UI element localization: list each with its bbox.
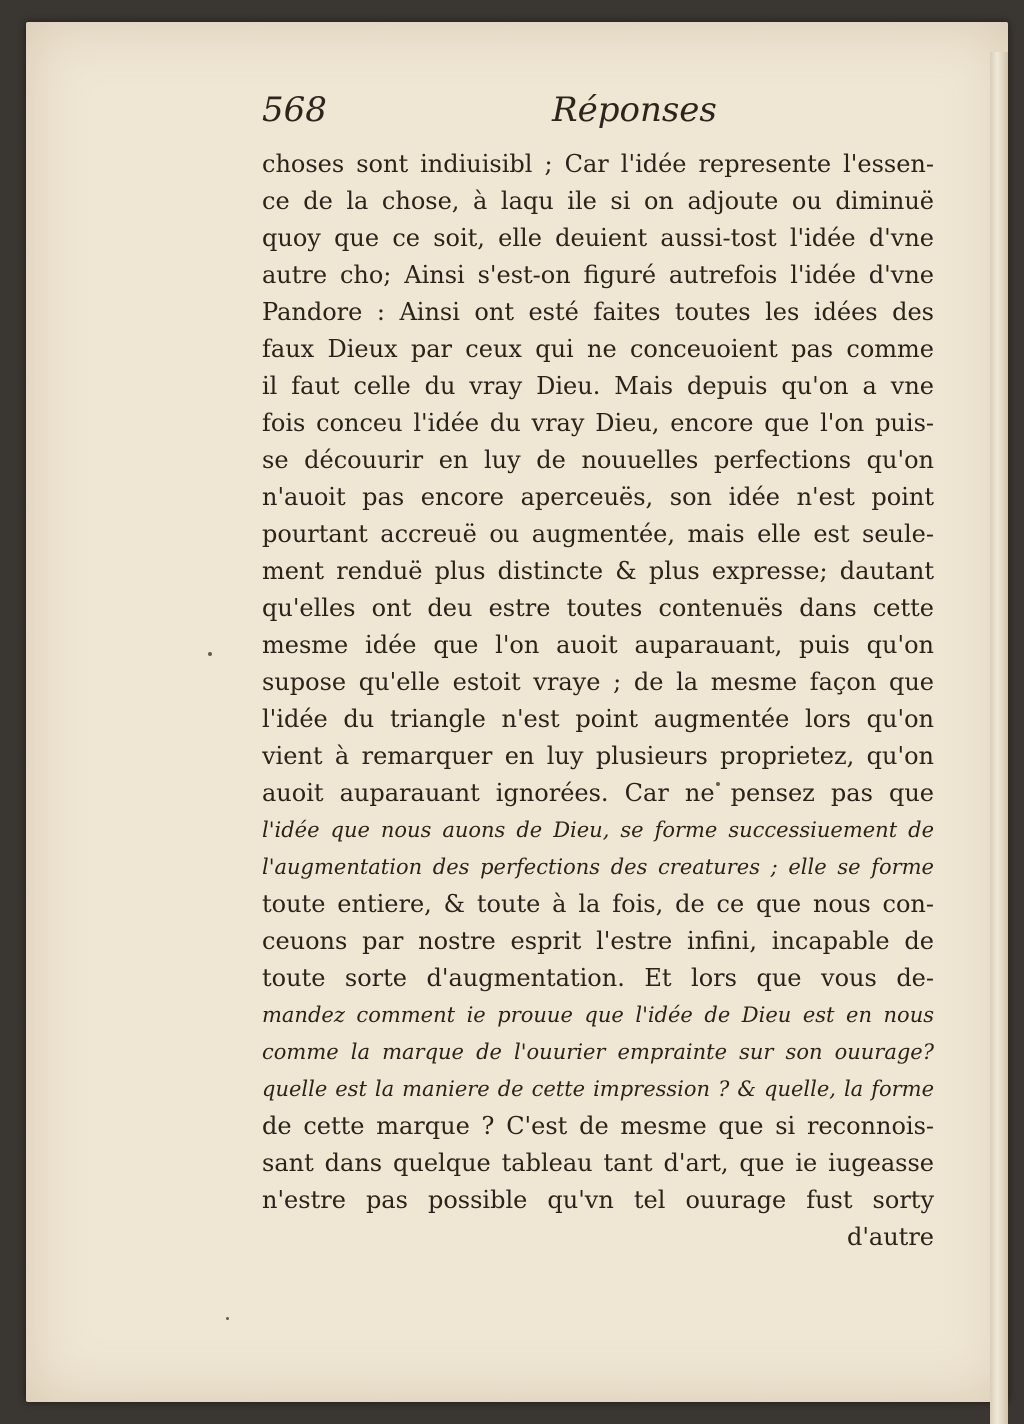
text-line: toute entiere, & toute à la fois, de ce que nous con- <box>262 890 934 918</box>
text-line: il faut celle du vray Dieu. Mais depuis qu'on a vne <box>262 372 934 400</box>
page-edge <box>990 52 1008 1424</box>
text-line: supose qu'elle estoit vraye ; de la mesme façon que <box>262 668 934 696</box>
text-line: fois conceu l'idée du vray Dieu, encore que l'on puis- <box>262 409 934 437</box>
text-line: n'estre pas possible qu'vn tel ouurage fust sorty <box>262 1186 934 1214</box>
text-line: de cette marque ? C'est de mesme que si reconnois- <box>262 1112 934 1140</box>
body-text <box>262 146 934 1256</box>
italic-text-line: quelle est la maniere de cette impression ? & quelle, la forme <box>262 1077 934 1101</box>
text-line: qu'elles ont deu estre toutes contenuës dans cette <box>262 594 934 622</box>
text-line: autre cho; Ainsi s'est-on figuré autrefois l'idée d'vne <box>262 261 934 289</box>
text-line: ment renduë plus distincte & plus expresse; dautant <box>262 557 934 585</box>
text-line: l'idée du triangle n'est point augmentée lors qu'on <box>262 705 934 733</box>
text-line: sant dans quelque tableau tant d'art, que ie iugeasse <box>262 1149 934 1177</box>
text-line: choses sont indiuisibl ; Car l'idée represente l'essen- <box>262 150 934 178</box>
text-line: ceuons par nostre esprit l'estre infini, incapable de <box>262 927 934 955</box>
text-line: vient à remarquer en luy plusieurs proprietez, qu'on <box>262 742 934 770</box>
italic-text-line: mandez comment ie prouue que l'idée de Dieu est en nous <box>262 1003 934 1027</box>
italic-text-line: comme la marque de l'ouurier emprainte sur son ouurage? <box>262 1040 934 1064</box>
text-line: n'auoit pas encore aperceuës, son idée n'est point <box>262 483 934 511</box>
text-line: faux Dieux par ceux qui ne conceuoient pas comme <box>262 335 934 363</box>
text-line: mesme idée que l'on auoit auparauant, puis qu'on <box>262 631 934 659</box>
catchword: d'autre <box>846 1223 934 1251</box>
page-header <box>262 90 717 140</box>
text-line: se découurir en luy de nouuelles perfections qu'on <box>262 446 934 474</box>
running-title: Réponses <box>552 90 717 130</box>
page-number: 568 <box>262 90 327 130</box>
italic-text-line: l'idée que nous auons de Dieu, se forme successiuement de <box>262 818 934 842</box>
text-line: ce de la chose, à laqu ile si on adjoute ou diminuë <box>262 187 934 215</box>
text-line: quoy que ce soit, elle deuient aussi-tost l'idée d'vne <box>262 224 934 252</box>
paper-speck <box>208 652 212 656</box>
italic-text-line: l'augmentation des perfections des creatures ; elle se forme <box>262 855 934 879</box>
text-line: auoit auparauant ignorées. Car ne pensez pas que <box>262 779 934 807</box>
text-line: pourtant accreuë ou augmentée, mais elle est seule- <box>262 520 934 548</box>
text-line: Pandore : Ainsi ont esté faites toutes les idées des <box>262 298 934 326</box>
paper-speck <box>226 1317 229 1320</box>
text-line: toute sorte d'augmentation. Et lors que vous de- <box>262 964 934 992</box>
